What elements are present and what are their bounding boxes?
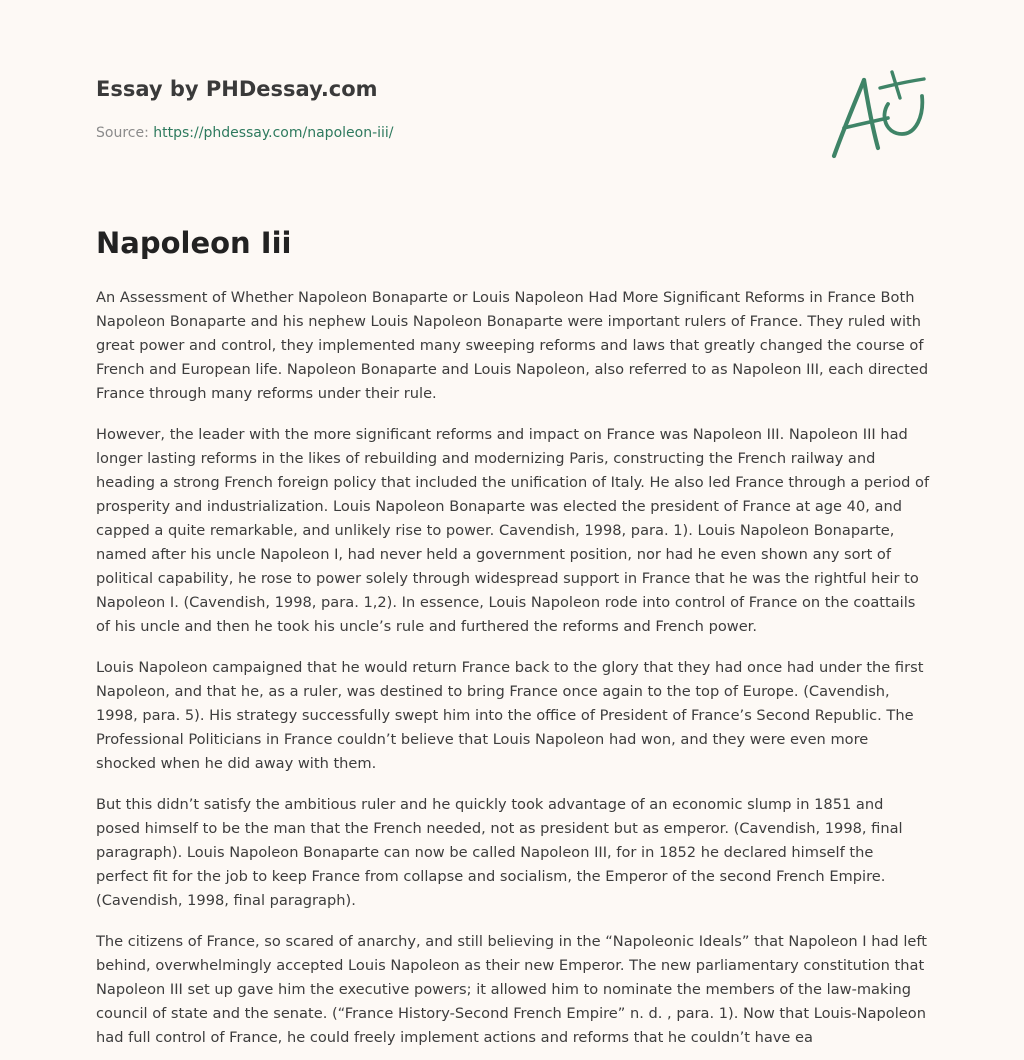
a-plus-logo-icon xyxy=(826,68,930,164)
essay-page xyxy=(96,0,930,1060)
essay-title: Napoleon Iii xyxy=(96,226,292,260)
essay-paragraph: Louis Napoleon campaigned that he would return France back to the glory that they had once had under the first Napoleon, and that he, as a ruler, was destined to bring France once again to the top of Europe. (Cavendish, 1998, para. 5). His strategy successfully swept him into the office of President of France’s Second Republic. The Professional Politicians in France couldn’t believe that Louis Napoleon had won, and they were even more shocked when he did away with them. xyxy=(96,659,924,772)
site-brand: Essay by PHDessay.com xyxy=(96,77,378,101)
source-label: Source: xyxy=(96,125,149,141)
essay-paragraph: However, the leader with the more significant reforms and impact on France was Napoleon III. Napoleon III had longer lasting reforms in the likes of rebuilding and modernizing Paris, constructing the French railway and heading a strong French foreign policy that included the unification of Italy. He also led France through a period of prosperity and industrialization. Louis Napoleon Bonaparte was elected the president of France at age 40, and capped a quite remarkable, and unlikely rise to power. Cavendish, 1998, para. 1). Louis Napoleon Bonaparte, named after his uncle Napoleon I, had never held a government position, nor had he even shown any sort of political capability, he rose to power solely through widespread support in France that he was the rightful heir to Napoleon I. (Cavendish, 1998, para. 1,2). In essence, Louis Napoleon rode into control of France on the coattails of his uncle and then he took his uncle’s rule and furthered the reforms and French power. xyxy=(96,426,930,635)
essay-body xyxy=(96,286,930,1046)
essay-paragraph: The citizens of France, so scared of anarchy, and still believing in the “Napoleonic Ideals” that Napoleon I had left behind, overwhelmingly accepted Louis Napoleon as their new Emperor. The new parliamentary constitution that Napoleon III set up gave him the executive powers; it allowed him to nominate the members of the law-making council of state and the senate. (“France History-Second French Empire” n. d. , para. 1). Now that Louis-Napoleon had full control of France, he could freely implement actions and reforms that he couldn’t have ea xyxy=(96,933,927,1046)
essay-paragraph: An Assessment of Whether Napoleon Bonaparte or Louis Napoleon Had More Significant Reforms in France Both Napoleon Bonaparte and his nephew Louis Napoleon Bonaparte were important rulers of France. They ruled with great power and control, they implemented many sweeping reforms and laws that greatly changed the course of French and European life. Napoleon Bonaparte and Louis Napoleon, also referred to as Napoleon III, each directed France through many reforms under their rule. xyxy=(96,289,929,402)
source-link[interactable]: https://phdessay.com/napoleon-iii/ xyxy=(153,125,394,141)
essay-paragraph: But this didn’t satisfy the ambitious ruler and he quickly took advantage of an economic slump in 1851 and posed himself to be the man that the French needed, not as president but as emperor. (Cavendish, 1998, final paragraph). Louis Napoleon Bonaparte can now be called Napoleon III, for in 1852 he declared himself the perfect fit for the job to keep France from collapse and socialism, the Emperor of the second French Empire. (Cavendish, 1998, final paragraph). xyxy=(96,796,903,909)
source-line xyxy=(96,125,394,141)
essay-header xyxy=(96,74,930,184)
